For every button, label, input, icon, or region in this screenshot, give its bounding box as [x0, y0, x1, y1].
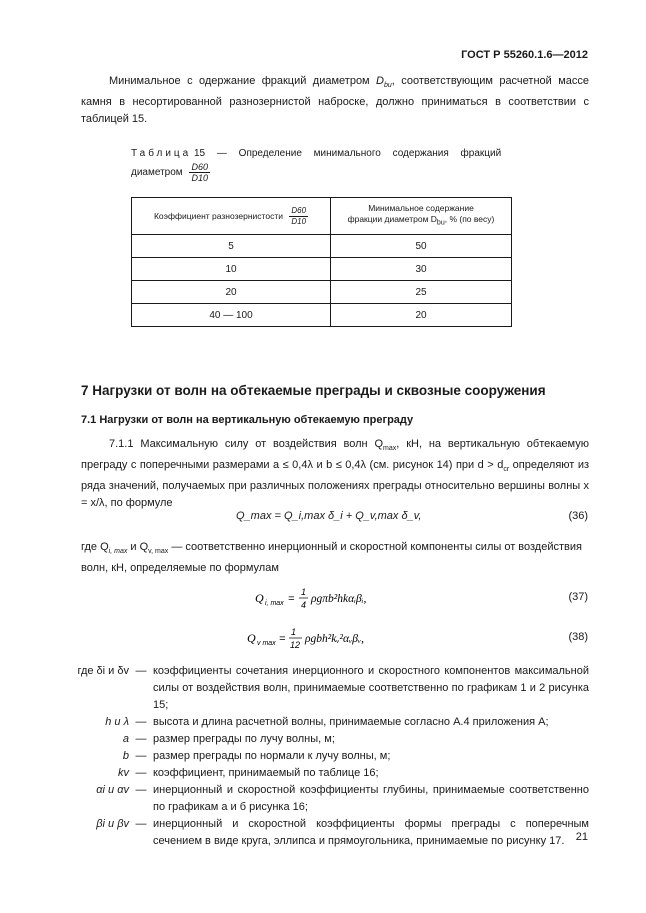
definition-item: a — размер преграды по лучу волны, м;	[122, 733, 335, 745]
svg-text:=: =	[288, 593, 295, 605]
where-clause: где $Q_{i, max}$ и $Q_{v, max}$ — соответственно инерционный и скоростной компоненты силы от воздействия волн, кН, определяемые по формулам	[81, 541, 582, 575]
svg-text:4: 4	[301, 600, 307, 610]
svg-text:ρgπb²hkαᵢβᵢ,: ρgπb²hkαᵢβᵢ,	[311, 593, 367, 605]
col1-header: Коэффициент разнозернистости $\frac{D60}{D10}$	[132, 198, 331, 235]
equation-37-number: (37)	[568, 591, 588, 603]
standard-header: ГОСТ Р 55260.1.6—2012	[461, 49, 588, 61]
table-row: 20 25	[132, 281, 512, 304]
svg-text:1: 1	[301, 587, 307, 597]
definitions-list	[77, 663, 589, 850]
definition-item: kv — коэффициент, принимаемый по таблице 16;	[118, 767, 379, 779]
section-title: 7 Нагрузки от волн на обтекаемые преграды и сквозные сооружения	[81, 383, 546, 398]
subsection-title: 7.1 Нагрузки от волн на вертикальную обтекаемую преграду	[81, 414, 414, 426]
paragraph-7-1-1: 7.1.1 Максимальную силу от воздействия волн $Q_{max}$, кН, на вертикальную обтекаемую преграду с поперечными размерами a ≤ 0,4λ и b ≤ 0,4λ (см. рисунок 14) при $d > d_{cr}$ определяют из ряда значений, получаемых при различных положениях преграды относительно вершины волны x = x/λ, по формуле	[81, 438, 590, 510]
equation-37	[255, 586, 385, 615]
col2-header: Минимальное содержание фракции диаметром $D_{bu}$, % (по весу)	[331, 198, 512, 235]
definition-item: где δi и δv — коэффициенты сочетания инерционного и скоростного компонентов максимальной силы от воздействия волн, принимаемые соответственно по графикам 1 и 2 рисунка 15;	[77, 665, 589, 711]
equation-38-number: (38)	[568, 631, 588, 643]
table-15	[131, 197, 512, 327]
intro-paragraph: Минимальное с одержание фракций диаметром $D_{bu}$, соответствующим расчетной массе камня в несортированной разнозернистой наброске, должно приниматься в соответствии с таблицей 15.	[81, 75, 589, 126]
svg-text:Q: Q	[255, 591, 264, 605]
table-row: 40 — 100 20	[132, 304, 512, 327]
svg-text:v max: v max	[257, 640, 276, 647]
svg-text:1: 1	[291, 627, 297, 637]
table-caption: Таблица 15 — Определение минимального содержания фракций диаметром $\frac{D60}{D10}$	[131, 148, 502, 183]
definition-item: αi и αv — инерционный и скоростной коэффициенты глубины, принимаемые соответственно по графикам а и б рисунка 16;	[96, 784, 589, 813]
table-row: 10 30	[132, 258, 512, 281]
equation-36: Q_max = Q_i,max δ_i + Q_v,max δ_v,	[236, 510, 422, 522]
caption-fraction: $\frac{D60}{D10}$	[191, 162, 208, 183]
table-row: 5 50	[132, 235, 512, 258]
definition-item: h и λ — высота и длина расчетной волны, принимаемые согласно А.4 приложения А;	[105, 716, 549, 728]
svg-text:=: =	[279, 633, 286, 645]
definition-item: βi и βv — инерционный и скоростной коэффициенты формы преграды с поперечным сечением в виде круга, эллипса и прямоугольника, принимаемые по рисунку 17.	[96, 818, 589, 847]
svg-text:Q: Q	[247, 631, 256, 645]
svg-text:i, max: i, max	[265, 600, 284, 607]
svg-text:ρgbh²kᵥ²αᵥβᵥ,: ρgbh²kᵥ²αᵥβᵥ,	[305, 633, 365, 645]
equation-37-formula	[255, 586, 385, 612]
equation-38	[247, 626, 397, 655]
definition-item: b — размер преграды по нормали к лучу волны, м;	[122, 750, 391, 762]
page-number: 21	[575, 831, 588, 843]
svg-text:12: 12	[290, 640, 301, 650]
equation-38-formula	[247, 626, 397, 652]
equation-36-number: (36)	[568, 510, 588, 522]
